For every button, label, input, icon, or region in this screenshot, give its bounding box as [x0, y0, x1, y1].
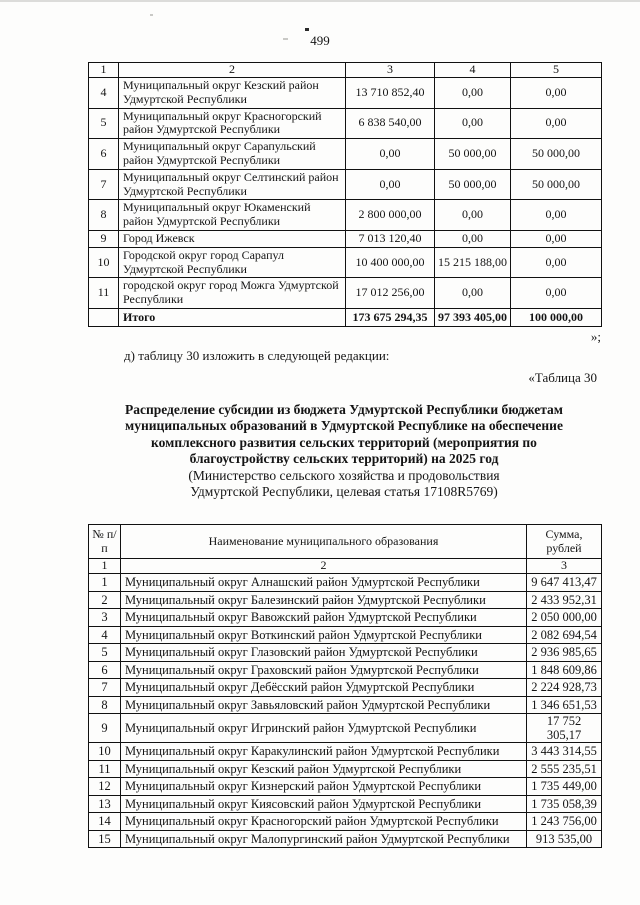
amount-cell: 9 647 413,47	[527, 574, 602, 592]
amount-cell: 1 346 651,53	[527, 696, 602, 714]
table1-col2-header: 2	[119, 63, 346, 78]
row-number-cell: 15	[89, 830, 121, 848]
row-number-cell: 6	[89, 139, 119, 170]
amount-cell: 0,00	[511, 230, 602, 247]
table-row	[89, 247, 602, 278]
amount-cell: 13 710 852,40	[346, 78, 435, 109]
amount-cell: 0,00	[511, 200, 602, 231]
row-number-cell: 9	[89, 714, 121, 743]
table-row	[89, 679, 602, 697]
amount-cell: 0,00	[435, 200, 511, 231]
amount-cell: 2 936 985,65	[527, 644, 602, 662]
table2-sum-header: Сумма, рублей	[527, 525, 602, 559]
table1-col3-header: 3	[346, 63, 435, 78]
table1-col1-header: 1	[89, 63, 119, 78]
table-row	[89, 278, 602, 309]
row-number-cell: 10	[89, 743, 121, 761]
row-number-cell: 4	[89, 78, 119, 109]
row-number-cell: 13	[89, 795, 121, 813]
amount-cell: 0,00	[511, 108, 602, 139]
amount-cell: 1 848 609,86	[527, 661, 602, 679]
amount-cell: 50 000,00	[435, 169, 511, 200]
title-subline: Удмуртской Республики, целевая статья 17108R5769)	[190, 484, 498, 500]
row-number-cell: 7	[89, 679, 121, 697]
amount-cell: 0,00	[511, 247, 602, 278]
amount-cell: 15 215 188,00	[435, 247, 511, 278]
amount-cell: 0,00	[511, 78, 602, 109]
total-amount-cell: 100 000,00	[511, 308, 602, 326]
table-row	[89, 574, 602, 592]
column-index-cell: 3	[527, 559, 602, 574]
table2-header-row	[89, 525, 602, 559]
table-row	[89, 78, 602, 109]
municipality-cell: Муниципальный округ Вавожский район Удмуртской Республики	[121, 609, 527, 627]
amount-cell: 2 050 000,00	[527, 609, 602, 627]
row-number-cell	[89, 308, 119, 326]
table-row	[89, 644, 602, 662]
table-row	[89, 626, 602, 644]
table-row	[89, 169, 602, 200]
amount-cell: 0,00	[435, 230, 511, 247]
table-row	[89, 795, 602, 813]
amount-cell: 10 400 000,00	[346, 247, 435, 278]
municipality-cell: городской округ город Можга Удмуртской Республики	[119, 278, 346, 309]
total-label-cell: Итого	[119, 308, 346, 326]
amount-cell: 6 838 540,00	[346, 108, 435, 139]
amount-cell: 1 243 756,00	[527, 813, 602, 831]
amount-cell: 3 443 314,55	[527, 743, 602, 761]
table2-header	[89, 525, 602, 574]
row-number-cell: 9	[89, 230, 119, 247]
municipality-cell: Муниципальный округ Красногорский район Удмуртской Республики	[119, 108, 346, 139]
page-number: 499	[310, 33, 330, 48]
row-number-cell: 5	[89, 108, 119, 139]
title-line: Распределение субсидии из бюджета Удмуртской Республики бюджетам	[124, 402, 564, 417]
amount-cell: 2 224 928,73	[527, 679, 602, 697]
amount-cell: 2 433 952,31	[527, 591, 602, 609]
amount-cell: 2 555 235,51	[527, 760, 602, 778]
amount-cell: 7 013 120,40	[346, 230, 435, 247]
budget-table-continuation	[88, 62, 602, 327]
table2-num-header: № п/п	[89, 525, 121, 559]
row-number-cell: 11	[89, 760, 121, 778]
municipality-cell: Муниципальный округ Балезинский район Удмуртской Республики	[121, 591, 527, 609]
municipality-cell: Муниципальный округ Киясовский район Удмуртской Республики	[121, 795, 527, 813]
row-number-cell: 2	[89, 591, 121, 609]
amount-cell: 0,00	[346, 139, 435, 170]
table-row	[89, 108, 602, 139]
column-index-cell: 1	[89, 559, 121, 574]
scan-artifact	[305, 28, 309, 31]
amount-cell: 17 752 305,17	[527, 714, 602, 743]
municipality-cell: Муниципальный округ Селтинский район Удмуртской Республики	[119, 169, 346, 200]
table2-numbering-row	[89, 559, 602, 574]
row-number-cell: 10	[89, 247, 119, 278]
municipality-cell: Муниципальный округ Игринский район Удмуртской Республики	[121, 714, 527, 743]
table1-header	[89, 63, 602, 78]
table-row	[89, 661, 602, 679]
table-row	[89, 230, 602, 247]
table1-body	[89, 78, 602, 327]
municipality-cell: Муниципальный округ Каракулинский район Удмуртской Республики	[121, 743, 527, 761]
table-row	[89, 778, 602, 796]
municipality-cell: Муниципальный округ Кезский район Удмуртской Республики	[121, 760, 527, 778]
table-row	[89, 813, 602, 831]
total-amount-cell: 97 393 405,00	[435, 308, 511, 326]
table1-col4-header: 4	[435, 63, 511, 78]
table-row	[89, 139, 602, 170]
title-line: муниципальных образований в Удмуртской Республике на обеспечение	[125, 418, 563, 434]
table2-name-header: Наименование муниципального образования	[121, 525, 527, 559]
row-number-cell: 8	[89, 200, 119, 231]
scan-edge-artifact	[0, 0, 640, 2]
municipality-cell: Муниципальный округ Сарапульский район Удмуртской Республики	[119, 139, 346, 170]
row-number-cell: 5	[89, 644, 121, 662]
table-row	[89, 200, 602, 231]
table1-col5-header: 5	[511, 63, 602, 78]
table-row	[89, 743, 602, 761]
table-row	[89, 830, 602, 848]
table-30-subsidy-2025	[88, 524, 602, 848]
row-number-cell: 3	[89, 609, 121, 627]
table-30-title	[80, 402, 608, 500]
amount-cell: 50 000,00	[511, 139, 602, 170]
row-number-cell: 7	[89, 169, 119, 200]
municipality-cell: Муниципальный округ Завьяловский район Удмуртской Республики	[121, 696, 527, 714]
amount-cell: 0,00	[435, 78, 511, 109]
title-line: благоустройству сельских территорий) на 2025 год	[189, 451, 499, 467]
table-row	[89, 609, 602, 627]
amount-cell: 913 535,00	[527, 830, 602, 848]
row-number-cell: 4	[89, 626, 121, 644]
row-number-cell: 14	[89, 813, 121, 831]
municipality-cell: Муниципальный округ Малопургинский район Удмуртской Республики	[121, 830, 527, 848]
row-number-cell: 1	[89, 574, 121, 592]
amount-cell: 50 000,00	[435, 139, 511, 170]
row-number-cell: 11	[89, 278, 119, 309]
municipality-cell: Городской округ город Сарапул Удмуртской Республики	[119, 247, 346, 278]
column-index-cell: 2	[121, 559, 527, 574]
amount-cell: 1 735 058,39	[527, 795, 602, 813]
scan-artifact	[150, 14, 153, 16]
table1-total-row	[89, 308, 602, 326]
title-line: комплексного развития сельских территорий (мероприятия по	[151, 434, 537, 450]
table1-header-row	[89, 63, 602, 78]
table2-body	[89, 574, 602, 848]
closing-quote-mark: »;	[590, 329, 601, 344]
amount-cell: 0,00	[435, 278, 511, 309]
table-30-caption: «Таблица 30	[528, 370, 597, 385]
municipality-cell: Муниципальный округ Алнашский район Удмуртской Республики	[121, 574, 527, 592]
amount-cell: 0,00	[511, 278, 602, 309]
row-number-cell: 12	[89, 778, 121, 796]
row-number-cell: 8	[89, 696, 121, 714]
municipality-cell: Город Ижевск	[119, 230, 346, 247]
amount-cell: 0,00	[435, 108, 511, 139]
row-number-cell: 6	[89, 661, 121, 679]
municipality-cell: Муниципальный округ Граховский район Удмуртской Республики	[121, 661, 527, 679]
total-amount-cell: 173 675 294,35	[346, 308, 435, 326]
amount-cell: 0,00	[346, 169, 435, 200]
amount-cell: 1 735 449,00	[527, 778, 602, 796]
municipality-cell: Муниципальный округ Красногорский район Удмуртской Республики	[121, 813, 527, 831]
amendment-clause-text: д) таблицу 30 изложить в следующей редакции:	[124, 348, 390, 363]
amount-cell: 2 800 000,00	[346, 200, 435, 231]
amount-cell: 50 000,00	[511, 169, 602, 200]
municipality-cell: Муниципальный округ Кизнерский район Удмуртской Республики	[121, 778, 527, 796]
amount-cell: 2 082 694,54	[527, 626, 602, 644]
municipality-cell: Муниципальный округ Юкаменский район Удмуртской Республики	[119, 200, 346, 231]
municipality-cell: Муниципальный округ Глазовский район Удмуртской Республики	[121, 644, 527, 662]
title-subline: (Министерство сельского хозяйства и продовольствия	[188, 467, 500, 483]
table-row	[89, 714, 602, 743]
table-row	[89, 696, 602, 714]
municipality-cell: Муниципальный округ Кезский район Удмуртской Республики	[119, 78, 346, 109]
table-row	[89, 760, 602, 778]
amount-cell: 17 012 256,00	[346, 278, 435, 309]
municipality-cell: Муниципальный округ Воткинский район Удмуртской Республики	[121, 626, 527, 644]
table-row	[89, 591, 602, 609]
municipality-cell: Муниципальный округ Дебёсский район Удмуртской Республики	[121, 679, 527, 697]
